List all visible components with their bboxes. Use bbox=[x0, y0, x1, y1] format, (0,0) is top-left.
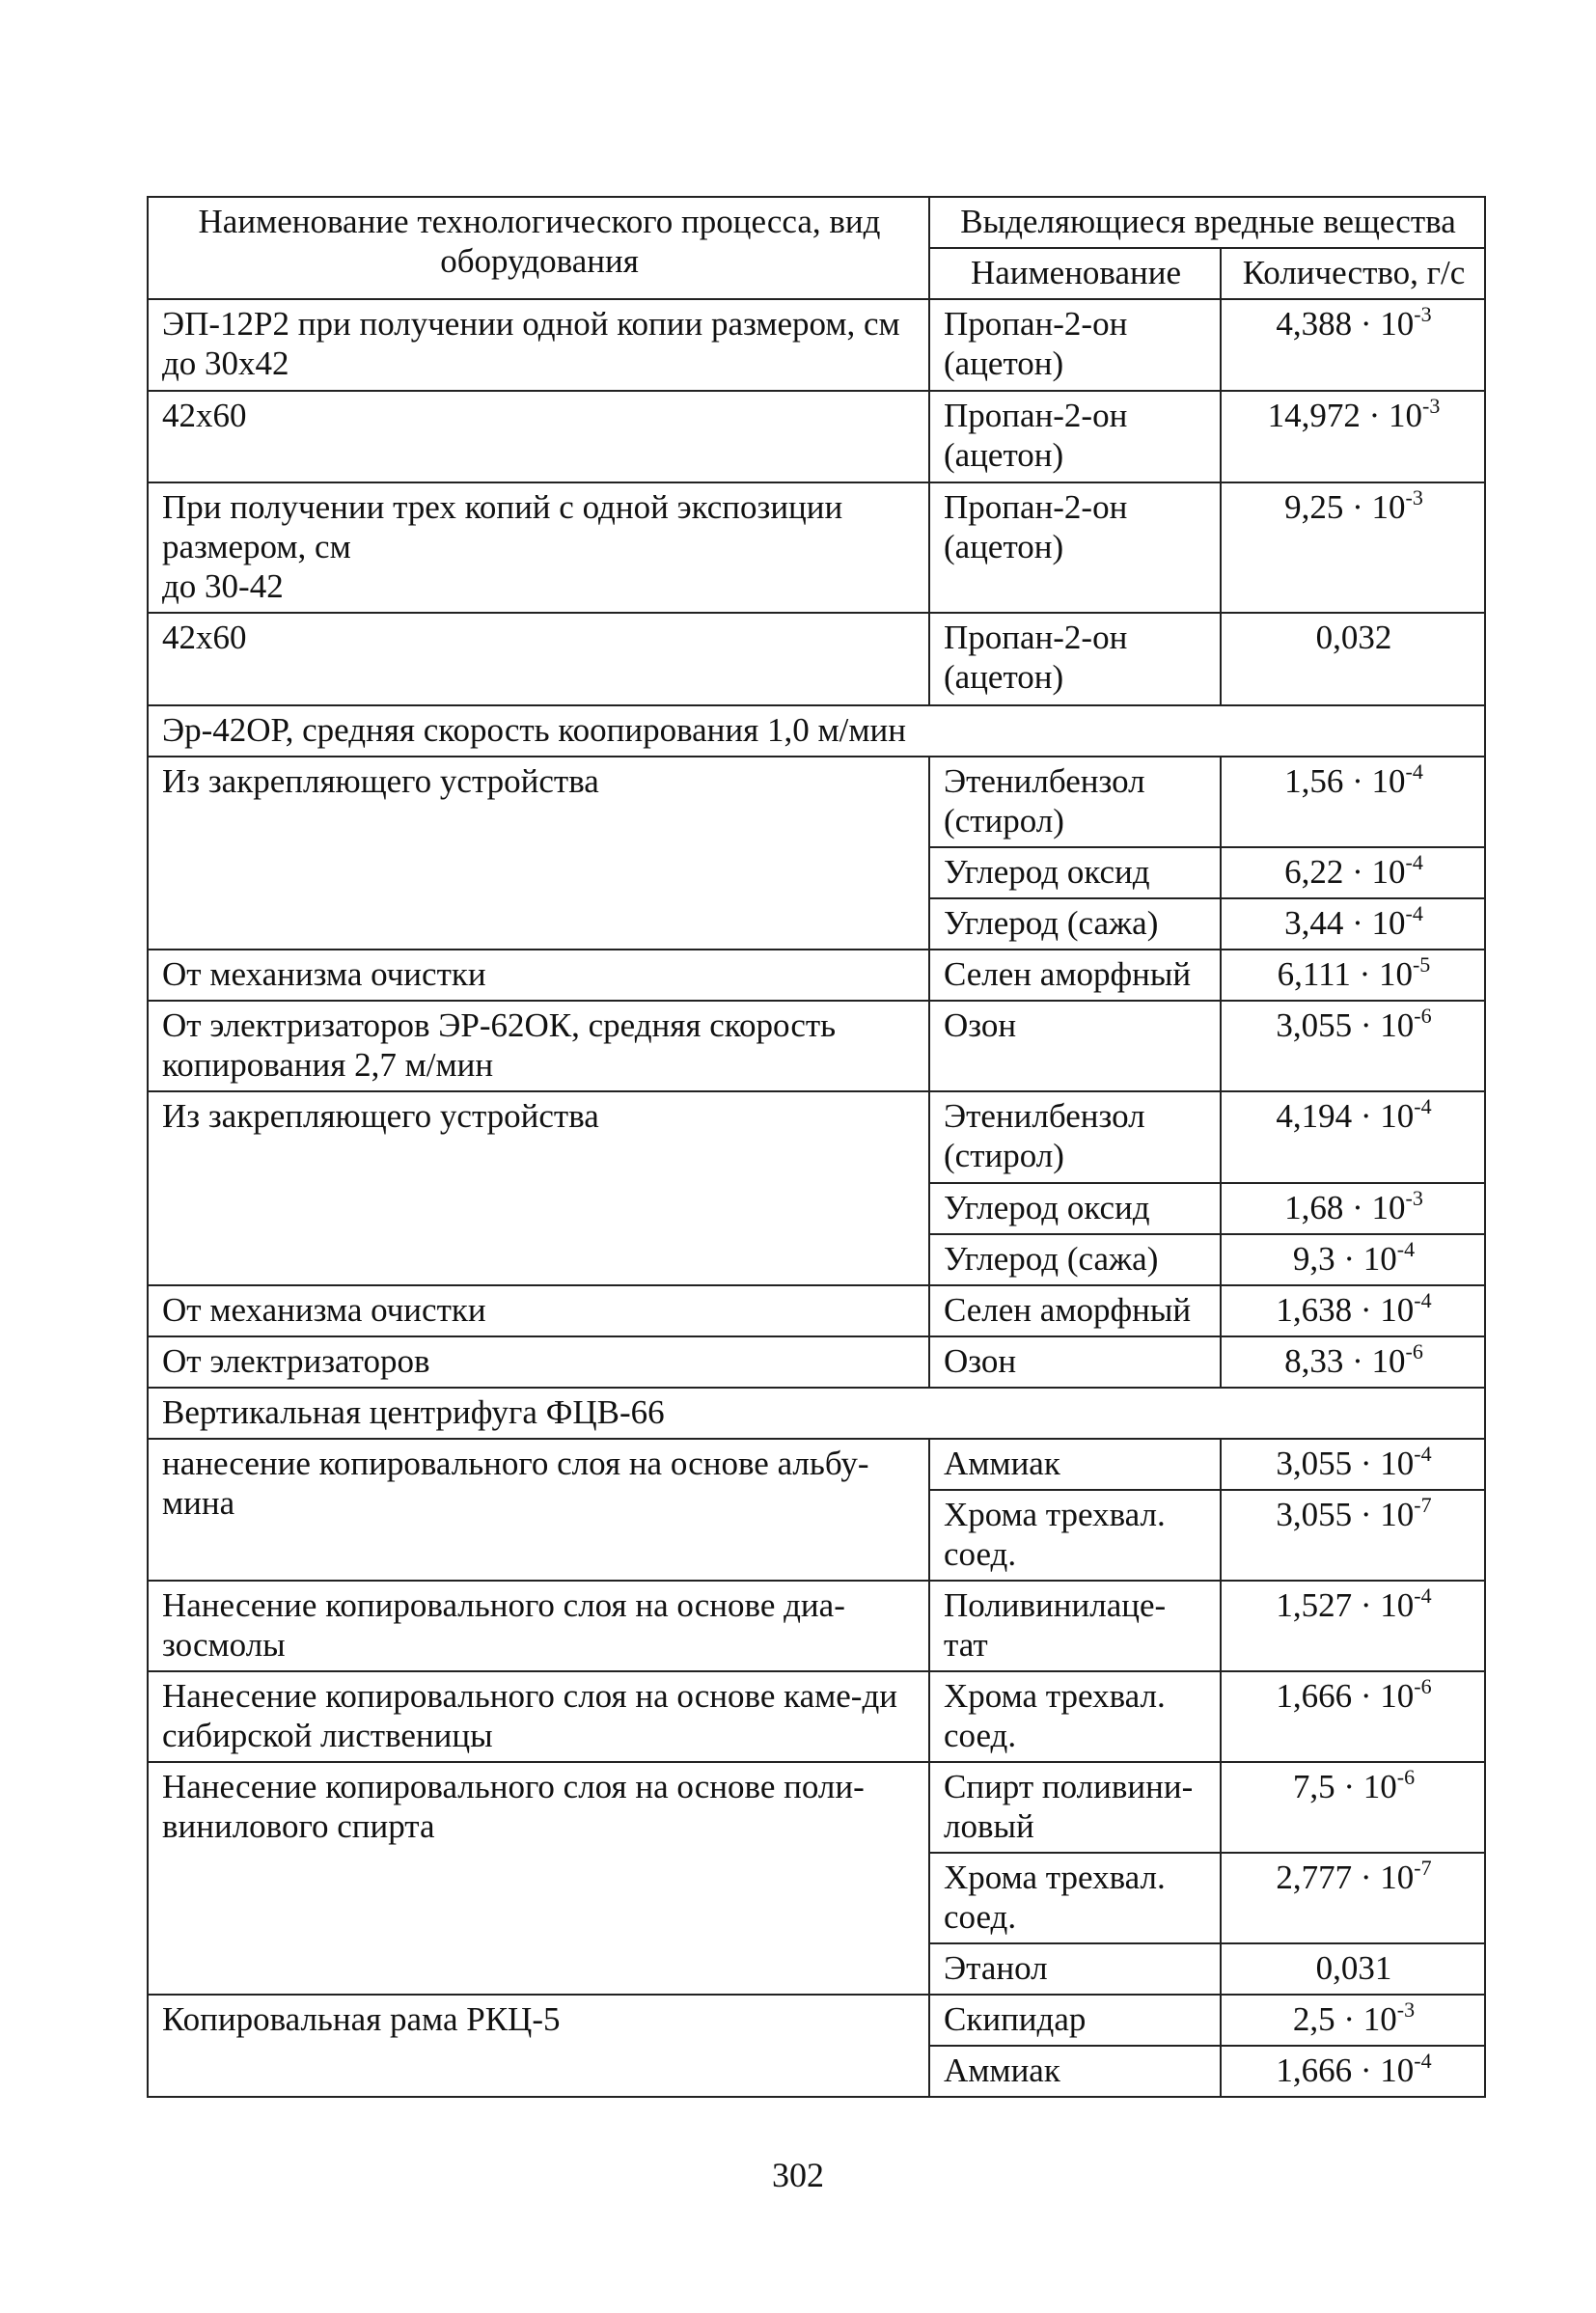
qty-exponent: -4 bbox=[1414, 1288, 1432, 1312]
table-row bbox=[148, 757, 1485, 847]
substance-name: Пропан-2-он (ацетон) bbox=[929, 299, 1221, 391]
section-heading: Эр-42ОР, средняя скорость коопирования 1,0 м/мин bbox=[148, 705, 1485, 757]
substance-qty bbox=[1221, 1995, 1485, 2046]
table-row bbox=[148, 299, 1485, 391]
table-row bbox=[148, 950, 1485, 1001]
table-row bbox=[148, 1285, 1485, 1336]
qty-exponent: -4 bbox=[1396, 1237, 1416, 1261]
qty-exponent: -4 bbox=[1414, 1094, 1432, 1118]
substance-name: Углерод оксид bbox=[929, 1183, 1221, 1234]
substance-qty bbox=[1221, 1581, 1485, 1671]
process-cell: Из закрепляющего устройства bbox=[148, 1091, 929, 1285]
qty-exponent: -4 bbox=[1414, 1442, 1432, 1466]
section-row bbox=[148, 705, 1485, 757]
substance-qty bbox=[1221, 950, 1485, 1001]
process-cell: ЭП-12Р2 при получении одной копии размером, см до 30х42 bbox=[148, 299, 929, 391]
substance-name: Селен аморфный bbox=[929, 1285, 1221, 1336]
page-number: 302 bbox=[772, 2156, 824, 2194]
substance-qty bbox=[1221, 1853, 1485, 1943]
qty-exponent: -4 bbox=[1414, 2049, 1432, 2073]
qty-exponent: -6 bbox=[1414, 1674, 1432, 1698]
qty-base: 4,388 · 10 bbox=[1276, 305, 1415, 343]
process-cell: От механизма очистки bbox=[148, 1285, 929, 1336]
qty-exponent: -4 bbox=[1405, 850, 1423, 874]
process-text-extra: до 30-42 bbox=[162, 567, 284, 605]
qty-exponent: -5 bbox=[1412, 952, 1431, 977]
table-row bbox=[148, 1439, 1485, 1490]
qty-base: 6,111 · 10 bbox=[1277, 955, 1413, 993]
substance-qty bbox=[1221, 613, 1485, 705]
qty-base: 8,33 · 10 bbox=[1284, 1342, 1406, 1380]
qty-exponent: -3 bbox=[1396, 1997, 1416, 2022]
substance-qty bbox=[1221, 847, 1485, 898]
process-cell: Копировальная рама РКЦ-5 bbox=[148, 1995, 929, 2097]
qty-exponent: -4 bbox=[1414, 1583, 1432, 1608]
process-cell: От механизма очистки bbox=[148, 950, 929, 1001]
substance-qty bbox=[1221, 1490, 1485, 1581]
substance-name: Аммиак bbox=[929, 2046, 1221, 2097]
qty-base: 1,666 · 10 bbox=[1276, 1677, 1415, 1715]
substance-qty bbox=[1221, 2046, 1485, 2097]
table-row bbox=[148, 391, 1485, 482]
process-cell: 42х60 bbox=[148, 613, 929, 705]
header-substances: Выделяющиеся вредные вещества bbox=[929, 197, 1485, 248]
qty-exponent: -3 bbox=[1414, 302, 1432, 326]
table-row bbox=[148, 1581, 1485, 1671]
qty-exponent: -3 bbox=[1422, 394, 1441, 418]
substance-qty bbox=[1221, 898, 1485, 950]
substance-name: Скипидар bbox=[929, 1995, 1221, 2046]
substance-qty bbox=[1221, 299, 1485, 391]
table-row bbox=[148, 1995, 1485, 2046]
substance-name: Спирт поливини-ловый bbox=[929, 1762, 1221, 1853]
substance-name: Этенилбензол (стирол) bbox=[929, 1091, 1221, 1183]
qty-base: 3,055 · 10 bbox=[1276, 1496, 1415, 1533]
table-row bbox=[148, 1762, 1485, 1853]
process-cell bbox=[148, 482, 929, 613]
substance-name: Углерод (сажа) bbox=[929, 1234, 1221, 1285]
qty-base: 1,527 · 10 bbox=[1276, 1586, 1415, 1624]
substance-qty bbox=[1221, 482, 1485, 613]
qty-base: 1,68 · 10 bbox=[1284, 1189, 1406, 1226]
substance-qty bbox=[1221, 1091, 1485, 1183]
header-qty-col: Количество, г/с bbox=[1221, 248, 1485, 299]
substance-qty bbox=[1221, 391, 1485, 482]
header-row bbox=[148, 197, 1485, 248]
substance-name: Углерод (сажа) bbox=[929, 898, 1221, 950]
section-row bbox=[148, 1388, 1485, 1439]
process-cell: Нанесение копировального слоя на основе поли-винилового спирта bbox=[148, 1762, 929, 1995]
substance-qty bbox=[1221, 1762, 1485, 1853]
table-row bbox=[148, 1091, 1485, 1183]
qty-base: 0,031 bbox=[1315, 1949, 1392, 1987]
substance-name: Этанол bbox=[929, 1943, 1221, 1995]
qty-base: 6,22 · 10 bbox=[1284, 853, 1406, 891]
qty-exponent: -6 bbox=[1405, 1339, 1423, 1363]
process-cell: От электризаторов bbox=[148, 1336, 929, 1388]
substance-qty bbox=[1221, 757, 1485, 847]
process-cell: Из закрепляющего устройства bbox=[148, 757, 929, 950]
qty-base: 1,638 · 10 bbox=[1276, 1291, 1415, 1329]
table-row bbox=[148, 1001, 1485, 1091]
process-cell: нанесение копировального слоя на основе альбу-мина bbox=[148, 1439, 929, 1581]
table-row bbox=[148, 482, 1485, 613]
qty-base: 14,972 · 10 bbox=[1267, 397, 1423, 434]
substance-name: Озон bbox=[929, 1001, 1221, 1091]
substance-name: Озон bbox=[929, 1336, 1221, 1388]
substance-name: Хрома трехвал. соед. bbox=[929, 1853, 1221, 1943]
substance-name: Этенилбензол (стирол) bbox=[929, 757, 1221, 847]
qty-base: 9,3 · 10 bbox=[1292, 1240, 1397, 1278]
substance-qty bbox=[1221, 1943, 1485, 1995]
substance-name: Пропан-2-он (ацетон) bbox=[929, 391, 1221, 482]
substance-name: Хрома трехвал. соед. bbox=[929, 1490, 1221, 1581]
qty-exponent: -4 bbox=[1405, 901, 1423, 925]
qty-base: 7,5 · 10 bbox=[1292, 1768, 1397, 1805]
qty-base: 3,44 · 10 bbox=[1284, 904, 1406, 942]
substance-name: Хрома трехвал. соед. bbox=[929, 1671, 1221, 1762]
qty-exponent: -3 bbox=[1405, 1186, 1423, 1210]
header-name-col: Наименование bbox=[929, 248, 1221, 299]
qty-exponent: -3 bbox=[1405, 485, 1423, 509]
substance-qty bbox=[1221, 1234, 1485, 1285]
table-row bbox=[148, 1336, 1485, 1388]
substance-name: Селен аморфный bbox=[929, 950, 1221, 1001]
header-process: Наименование технологического процесса, вид оборудования bbox=[148, 197, 929, 299]
substance-qty bbox=[1221, 1285, 1485, 1336]
qty-exponent: -6 bbox=[1414, 1004, 1432, 1028]
qty-exponent: -4 bbox=[1405, 759, 1423, 784]
qty-base: 2,777 · 10 bbox=[1276, 1859, 1415, 1896]
qty-exponent: -7 bbox=[1414, 1856, 1432, 1880]
qty-base: 2,5 · 10 bbox=[1292, 2000, 1397, 2038]
substance-qty bbox=[1221, 1671, 1485, 1762]
substance-qty bbox=[1221, 1439, 1485, 1490]
qty-base: 1,56 · 10 bbox=[1284, 762, 1406, 800]
table-row bbox=[148, 613, 1485, 705]
process-cell: 42х60 bbox=[148, 391, 929, 482]
substance-name: Пропан-2-он (ацетон) bbox=[929, 613, 1221, 705]
qty-exponent: -6 bbox=[1396, 1765, 1416, 1789]
substance-name: Аммиак bbox=[929, 1439, 1221, 1490]
qty-exponent: -7 bbox=[1414, 1493, 1432, 1517]
substance-name: Поливинилаце-тат bbox=[929, 1581, 1221, 1671]
section-heading: Вертикальная центрифуга ФЦВ-66 bbox=[148, 1388, 1485, 1439]
qty-base: 3,055 · 10 bbox=[1276, 1445, 1415, 1482]
process-cell: От электризаторов ЭР-62ОК, средняя скорость копирования 2,7 м/мин bbox=[148, 1001, 929, 1091]
qty-base: 4,194 · 10 bbox=[1276, 1097, 1415, 1135]
qty-base: 3,055 · 10 bbox=[1276, 1006, 1415, 1044]
process-cell: Нанесение копировального слоя на основе каме-ди сибирской лиственицы bbox=[148, 1671, 929, 1762]
process-cell: Нанесение копировального слоя на основе диа-зосмолы bbox=[148, 1581, 929, 1671]
substance-qty bbox=[1221, 1001, 1485, 1091]
qty-base: 9,25 · 10 bbox=[1284, 488, 1406, 526]
qty-base: 1,666 · 10 bbox=[1276, 2051, 1415, 2089]
emissions-table bbox=[147, 196, 1486, 2098]
substance-qty bbox=[1221, 1336, 1485, 1388]
table-row bbox=[148, 1671, 1485, 1762]
substance-qty bbox=[1221, 1183, 1485, 1234]
substance-name: Углерод оксид bbox=[929, 847, 1221, 898]
qty-base: 0,032 bbox=[1315, 619, 1392, 656]
process-text: При получении трех копий с одной экспозиции размером, см bbox=[162, 488, 843, 565]
substance-name: Пропан-2-он (ацетон) bbox=[929, 482, 1221, 613]
